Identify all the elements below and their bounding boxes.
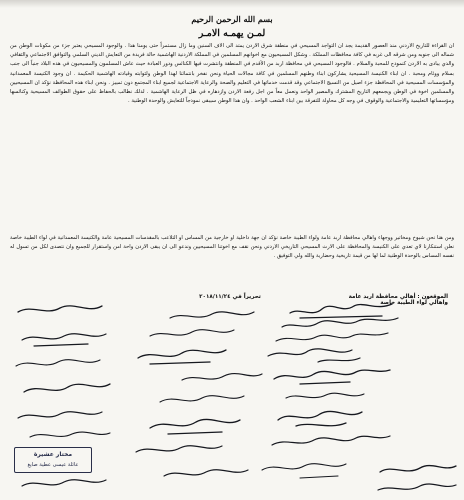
signature-11 xyxy=(378,484,456,490)
mukhtar-stamp xyxy=(14,447,92,473)
signature-14 xyxy=(138,350,226,364)
signature-13 xyxy=(150,330,234,336)
signature-18 xyxy=(136,446,222,452)
signature-2 xyxy=(282,318,398,327)
signature-23 xyxy=(24,384,110,392)
signature-12 xyxy=(170,312,254,318)
signature-15 xyxy=(182,374,262,380)
signature-4 xyxy=(268,349,360,362)
signature-24 xyxy=(18,412,102,418)
signature-16 xyxy=(160,396,244,402)
closing-paragraph: ومن هنا نحن شيوخ ومخاتير ووجهاء واهالي محافظة اربد عامة ولواء الطيبة خاصة نؤكد ان جهة داخلية او خارجية من المساس او التلاعب بالمقدسات المسيحية عامة والكنيسة المعمدانية في لواء الطيبة خاصة نعلن استنكارنا لاي تعدي على الكنيسة والمحافظة على الارث المسيحي التاريخي الاردني ونحن نقف مع اخوتنا المسيحيين وندعو الى ان يبقى الاردن واحة امن واستقرار للجميع وان نتصدى لكل من تسول له نفسه المساس بالوحدة الوطنية لما لها من قيمة تاريخية وحضارية والله ولي التوفيق . xyxy=(8,235,454,260)
signature-5 xyxy=(274,370,390,384)
stamp-title: مختار عشيرة xyxy=(33,451,73,458)
signature-block-center xyxy=(136,312,262,476)
basmala-header: بسم الله الرحمن الرحيم xyxy=(191,14,273,24)
document-body: ان القراءة للتاريخ الاردني منذ العصور القديمة يجد ان التواجد المسيحي في منطقة شرق الاردن يمتد الى الاف السنين وما زال مستمراً حتى يومنا هذا . والوجود المسيحي يعتبر جزء من مكونات الوطن من شماله الى جنوبه ومن شرقه الى غربه في كافة محافظات المملكة . وشكل المسيحيون مع اخوانهم المسلمين في المملكة الاردنية الهاشمية حالة فريدة من التعايش الديني السلمي والتوافق الاجتماعي والثقافي والذي يبادى به الاردن كنموذج للمحبة والسلام . فالوجود المسيحي في محافظة اربد من الأقدم في المنطقة وانتشرت فيها الكنائس ودور العبادة حيث عاش المسلمون والمسيحيون في هذه البلاد جنباً الى جنب بسلام ووئام ومحبة . ان ابناء الكنيسة المسيحية يشاركون ابناء وطنهم المسلمين في كافة مجالات الحياة ونحن نفخر بانتمائنا لهذا الوطن ولثوابته وقيادته الهاشمية الحكيمة . ان وجود الكنيسة المعمدانية والمؤسسات المسيحية في المحافظة جزء اصيل من النسيج الاجتماعي وقد قدمت خدماتها في التعليم والصحة والرعاية الاجتماعية لجميع ابناء المجتمع دون تمييز . ونحن ابناء هذه المحافظة نؤكد ان المسيحيين والمسلمين اخوة في الوطن ويجمعهم التاريخ المشترك والمصير الواحد ونعمل معاً من اجل رفعة الاردن وازدهاره في ظل الرعاية الهاشمية . لذلك نطالب بالحفاظ على حقوق الطوائف المسيحية وكنائسها ومؤسساتها التعليمية والاجتماعية والوقوف في وجه كل محاولة للتفرقة بين ابناء الشعب الواحد . وان هذا الوطن سيبقى نموذجاً للتعايش والوحدة الوطنية . xyxy=(8,43,454,105)
document-date: تحريراً في ٢٠١٨/١١/٢٤ xyxy=(199,294,261,300)
signature-1 xyxy=(290,304,392,318)
stamp-family-name: عائلة عيسى عطية صايغ xyxy=(27,462,79,468)
document-heading: لمـن يهمـه الامـر xyxy=(198,28,266,39)
signature-17 xyxy=(150,419,240,434)
signature-3 xyxy=(276,333,388,341)
signature-19 xyxy=(164,470,248,476)
signature-25 xyxy=(30,432,110,437)
signature-20 xyxy=(18,306,102,312)
signers-heading: الموقعون : أهالي محافظة اربد عامة واهالي لواء الطيبة خاصة xyxy=(348,294,448,306)
signature-8 xyxy=(272,436,390,445)
signature-block-right xyxy=(262,304,456,490)
signature-6 xyxy=(286,393,364,398)
signature-22 xyxy=(16,360,100,366)
signature-21 xyxy=(22,334,106,346)
signature-10 xyxy=(380,466,456,472)
signature-9 xyxy=(262,464,346,478)
signature-7 xyxy=(278,411,362,426)
signature-26 xyxy=(22,480,106,486)
